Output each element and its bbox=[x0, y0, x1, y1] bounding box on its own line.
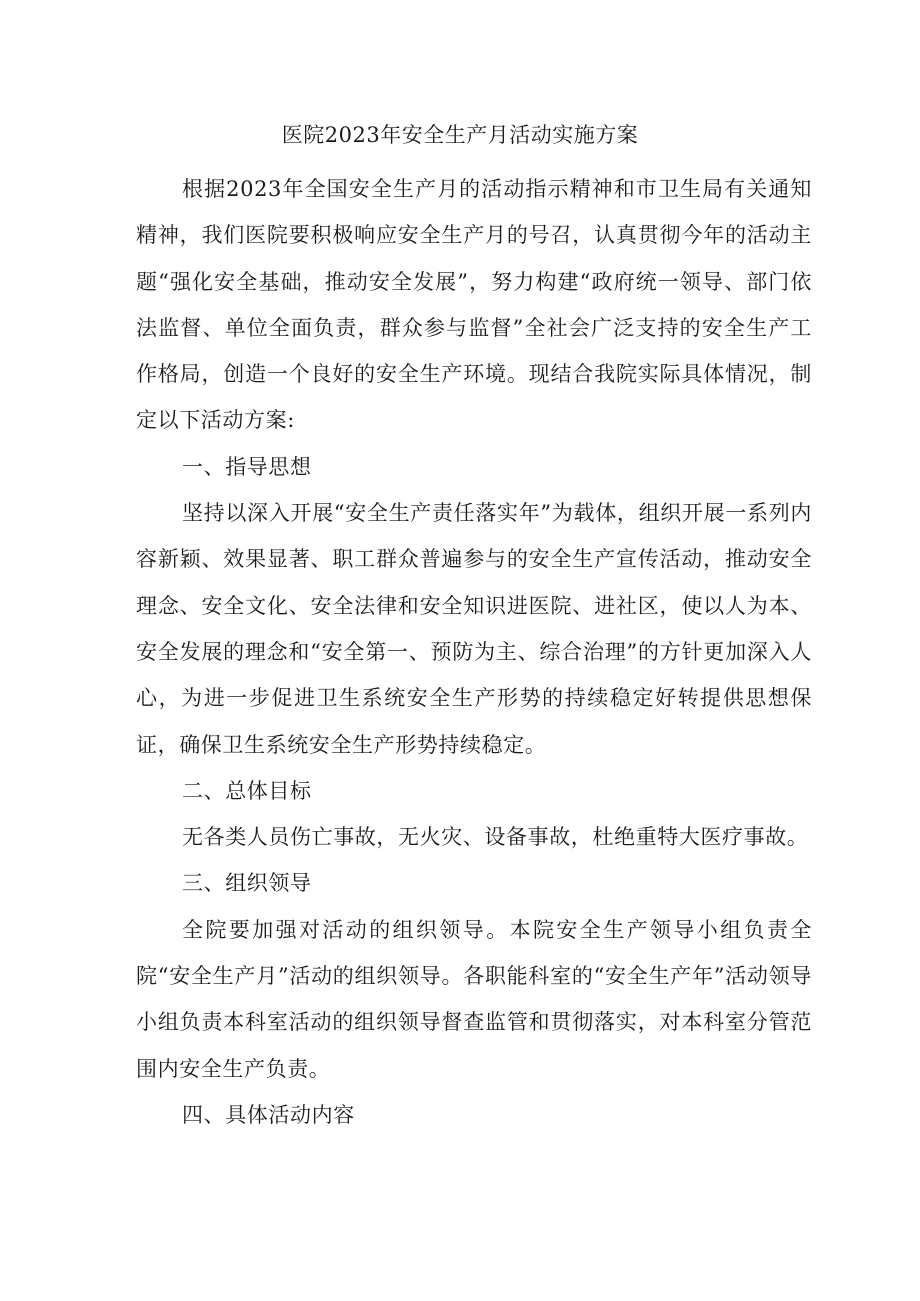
section-body-organization-leadership: 全院要加强对活动的组织领导。本院安全生产领导小组负责全院“安全生产月”活动的组织领导。各职能科室的“安全生产年”活动领导小组负责本科室活动的组织领导督查监管和贯彻落实，对本科室分管范围内安全生产负责。 bbox=[136, 917, 812, 1081]
section-body-overall-goal: 无各类人员伤亡事故，无火灾、设备事故，杜绝重特大医疗事故。 bbox=[182, 825, 809, 850]
section-heading-overall-goal: 二、总体目标 bbox=[182, 778, 312, 803]
section-body-guiding-ideology: 坚持以深入开展“安全生产责任落实年”为载体，组织开展一系列内容新颖、效果显著、职工群众普遍参与的安全生产宣传活动，推动安全理念、安全文化、安全法律和安全知识进医院、进社区，使以人为本、安全发展的理念和“安全第一、预防为主、综合治理”的方针更加深入人心，为进一步促进卫生系统安全生产形势的持续稳定好转提供思想保证，确保卫生系统安全生产形势持续稳定。 bbox=[136, 501, 812, 757]
section-heading-specific-activities: 四、具体活动内容 bbox=[182, 1102, 355, 1127]
document-body bbox=[136, 166, 812, 1138]
section-heading-organization-leadership: 三、组织领导 bbox=[182, 871, 312, 896]
intro-paragraph: 根据2023年全国安全生产月的活动指示精神和市卫生局有关通知精神，我们医院要积极响应安全生产月的号召，认真贯彻今年的活动主题“强化安全基础，推动安全发展”，努力构建“政府统一领导、部门依法监督、单位全面负责，群众参与监督”全社会广泛支持的安全生产工作格局，创造一个良好的安全生产环境。现结合我院实际具体情况，制定以下活动方案: bbox=[136, 177, 812, 433]
section-heading-guiding-ideology: 一、指导思想 bbox=[182, 454, 312, 479]
document-title: 医院2023年安全生产月活动实施方案 bbox=[281, 123, 639, 147]
